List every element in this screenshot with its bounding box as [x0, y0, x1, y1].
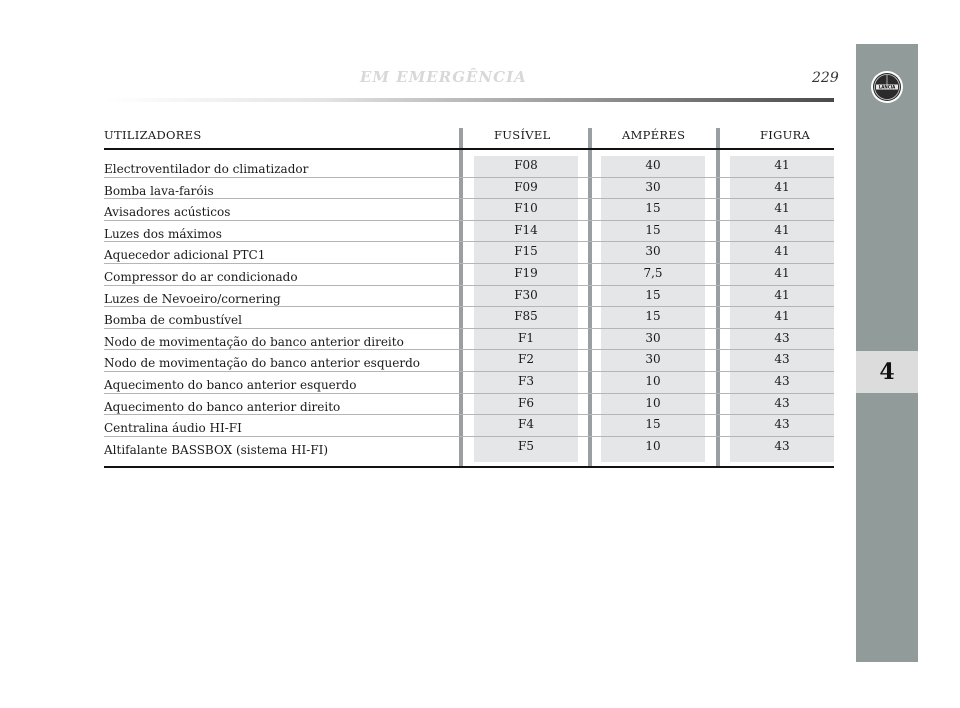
amps-cell: 30: [645, 244, 661, 259]
header-figure: FIGURA: [760, 128, 811, 142]
table-row: [104, 264, 834, 286]
fuse-cell: F2: [518, 352, 534, 367]
table-row: [104, 329, 834, 351]
amps-cell: 10: [645, 438, 661, 453]
figure-cell: 43: [774, 374, 790, 388]
amps-cell: 10: [645, 395, 661, 410]
table-row: [104, 221, 834, 243]
figure-cell: 41: [774, 266, 790, 280]
amps-cell: 7,5: [643, 266, 663, 280]
user-cell: Aquecimento do banco anterior direito: [104, 399, 341, 414]
user-cell: Compressor do ar condicionado: [104, 270, 298, 284]
figure-cell: 43: [774, 417, 790, 432]
user-cell: Bomba lava-faróis: [104, 183, 214, 198]
figure-cell: 41: [774, 179, 790, 194]
user-cell: Aquecedor adicional PTC1: [104, 248, 266, 263]
amps-cell: 30: [645, 352, 661, 367]
table-row: [104, 307, 834, 329]
amps-cell: 30: [645, 330, 661, 345]
user-cell: Aquecimento do banco anterior esquerdo: [104, 378, 357, 392]
table-top-rule: [104, 148, 834, 150]
user-cell: Centralina áudio HI-FI: [104, 421, 242, 436]
amps-cell: 30: [645, 179, 661, 194]
lancia-logo-icon: [870, 70, 904, 104]
table-row: [104, 156, 834, 178]
figure-cell: 41: [774, 309, 790, 324]
table-row: [104, 178, 834, 200]
user-cell: Electroventilador do climatizador: [104, 162, 309, 176]
header-users: UTILIZADORES: [104, 128, 202, 142]
fuse-cell: F3: [518, 374, 534, 388]
user-cell: Bomba de combustível: [104, 313, 242, 328]
figure-cell: 43: [774, 438, 790, 453]
figure-cell: 41: [774, 158, 790, 172]
amps-cell: 10: [645, 374, 661, 388]
amps-cell: 15: [645, 222, 661, 237]
table-row: [104, 286, 834, 308]
fuse-cell: F6: [518, 395, 534, 410]
chapter-number: 4: [856, 351, 918, 393]
user-cell: Luzes de Nevoeiro/cornering: [104, 291, 281, 306]
amps-cell: 15: [645, 201, 661, 216]
fuse-cell: F09: [514, 179, 538, 194]
figure-cell: 41: [774, 244, 790, 259]
amps-cell: 15: [645, 417, 661, 432]
table-row: [104, 437, 834, 459]
figure-cell: 43: [774, 330, 790, 345]
user-cell: Avisadores acústicos: [104, 205, 231, 220]
header-rule: [104, 98, 834, 102]
user-cell: Luzes dos máximos: [104, 226, 222, 241]
header-amps: AMPÉRES: [622, 128, 686, 142]
header-fuse: FUSÍVEL: [494, 128, 551, 142]
fuse-cell: F5: [518, 438, 534, 453]
table-bottom-rule: [104, 466, 834, 468]
user-cell: Altifalante BASSBOX (sistema HI-FI): [104, 442, 329, 457]
figure-cell: 43: [774, 352, 790, 367]
table-row: [104, 242, 834, 264]
page-number: 229: [812, 70, 839, 86]
user-cell: Nodo de movimentação do banco anterior direito: [104, 334, 404, 349]
fuse-cell: F14: [514, 222, 538, 237]
figure-cell: 41: [774, 222, 790, 237]
table-row: [104, 350, 834, 372]
table-row: [104, 372, 834, 394]
figure-cell: 43: [774, 395, 790, 410]
fuse-cell: F85: [514, 309, 538, 324]
fuse-table: [104, 120, 834, 470]
fuse-cell: F15: [514, 244, 538, 259]
user-cell: Nodo de movimentação do banco anterior esquerdo: [104, 356, 420, 371]
fuse-cell: F19: [514, 266, 538, 280]
fuse-cell: F10: [514, 201, 538, 216]
table-row: [104, 394, 834, 416]
fuse-cell: F30: [514, 287, 538, 302]
table-row: [104, 415, 834, 437]
figure-cell: 41: [774, 287, 790, 302]
table-row: [104, 199, 834, 221]
amps-cell: 15: [645, 287, 661, 302]
logo-text: LANCIA: [878, 84, 896, 90]
fuse-cell: F1: [518, 330, 534, 345]
figure-cell: 41: [774, 201, 790, 216]
amps-cell: 40: [645, 158, 661, 172]
section-title: EM EMERGÊNCIA: [360, 68, 527, 86]
amps-cell: 15: [645, 309, 661, 324]
fuse-cell: F4: [518, 417, 534, 432]
fuse-cell: F08: [514, 158, 538, 172]
